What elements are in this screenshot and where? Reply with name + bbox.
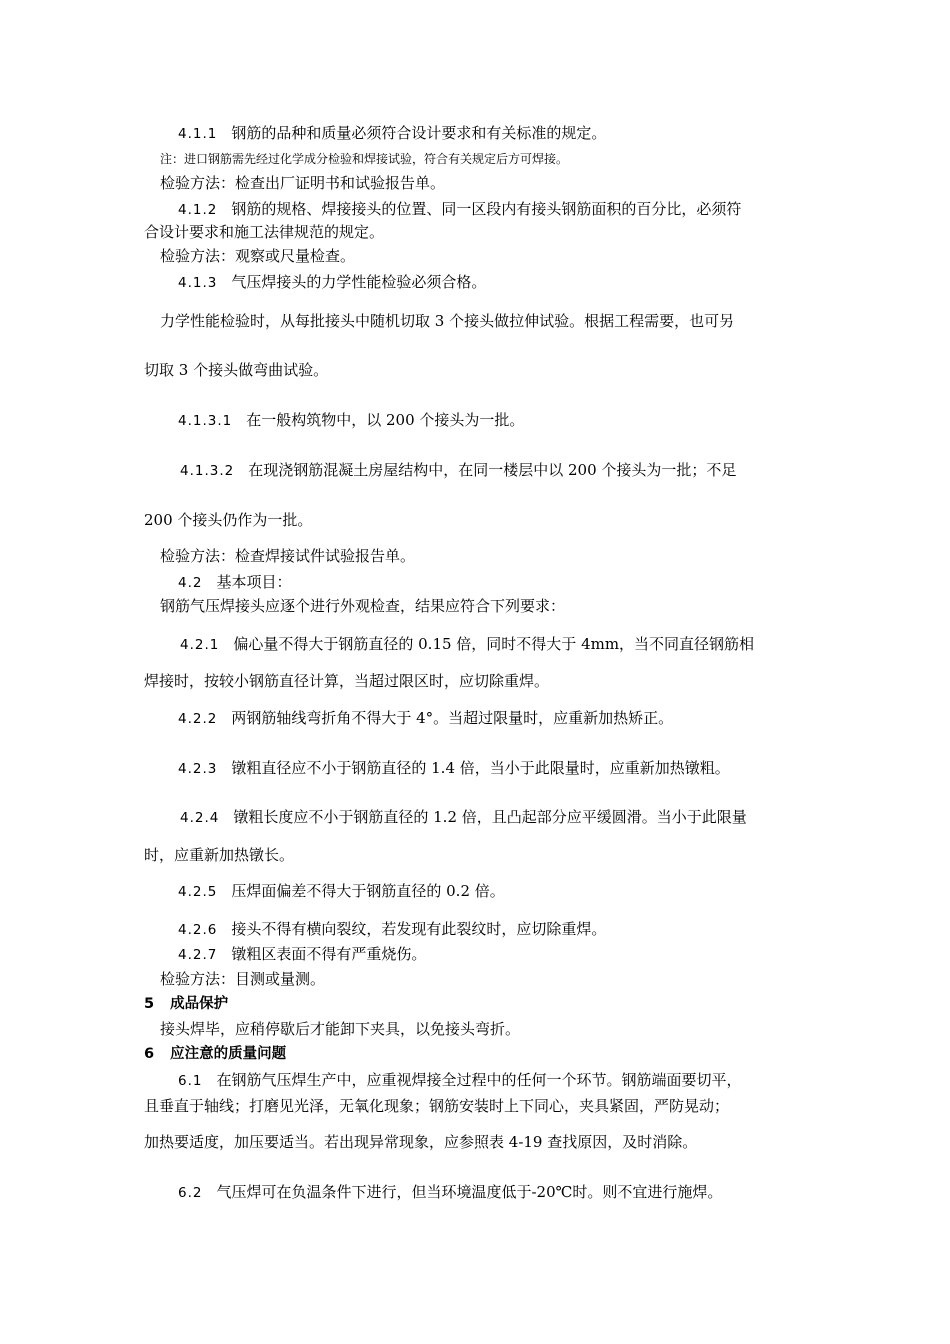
clause-number: 4.2 — [178, 575, 203, 591]
clause-number: 4.2.3 — [178, 761, 218, 777]
clause-4-2-6 — [178, 919, 606, 940]
clause-4-1-3-1 — [178, 410, 524, 431]
clause-4-2-3 — [178, 758, 730, 779]
clause-text: 钢筋的规格、焊接接头的位置、同一区段内有接头钢筋面积的百分比，必须符 — [231, 200, 742, 218]
clause-4-2-2 — [178, 708, 673, 729]
clause-4-1-2 — [178, 199, 741, 220]
clause-text: 钢筋的品种和质量必须符合设计要求和有关标准的规定。 — [231, 124, 607, 142]
clause-text: 基本项目： — [216, 573, 292, 591]
clause-number: 6.2 — [178, 1185, 203, 1201]
clause-text: 接头不得有横向裂纹，若发现有此裂纹时，应切除重焊。 — [231, 920, 607, 938]
clause-4-1-3-2-cont: 200 个接头仍作为一批。 — [144, 511, 313, 529]
clause-text: 在一般构筑物中，以 200 个接头为一批。 — [246, 411, 525, 429]
section-number: 5 — [144, 996, 155, 1012]
clause-number: 6.1 — [178, 1073, 203, 1089]
clause-number: 4.2.7 — [178, 947, 218, 963]
clause-6-1 — [178, 1070, 742, 1091]
clause-number: 4.2.4 — [180, 810, 220, 826]
clause-text: 镦粗直径应不小于钢筋直径的 1.4 倍，当小于此限量时，应重新加热镦粗。 — [231, 759, 730, 777]
clause-text: 两钢筋轴线弯折角不得大于 4°。当超过限量时，应重新加热矫正。 — [231, 709, 674, 727]
clause-text: 镦粗长度应不小于钢筋直径的 1.2 倍，且凸起部分应平缓圆滑。当小于此限量 — [233, 808, 747, 826]
section-title: 成品保护 — [170, 996, 229, 1012]
clause-number: 4.1.3.1 — [178, 413, 233, 429]
clause-number: 4.2.1 — [180, 637, 220, 653]
clause-text: 偏心量不得大于钢筋直径的 0.15 倍，同时不得大于 4mm，当不同直径钢筋相 — [233, 635, 755, 653]
clause-text: 压焊面偏差不得大于钢筋直径的 0.2 倍。 — [231, 882, 505, 900]
clause-4-1-2-cont: 合设计要求和施工法律规范的规定。 — [144, 223, 385, 241]
clause-4-1-1 — [178, 123, 606, 144]
clause-text: 气压焊可在负温条件下进行，但当环境温度低于-20℃时。则不宜进行施焊。 — [216, 1183, 723, 1201]
inspection-method-4: 检验方法：目测或量测。 — [160, 970, 326, 988]
clause-number: 4.2.2 — [178, 711, 218, 727]
note-imported-steel: 注：进口钢筋需先经过化学成分检验和焊接试验，符合有关规定后方可焊接。 — [160, 152, 569, 166]
clause-number: 4.2.6 — [178, 922, 218, 938]
clause-number: 4.2.5 — [178, 884, 218, 900]
inspection-method-3: 检验方法：检查焊接试件试验报告单。 — [160, 547, 416, 565]
clause-4-2-1-cont: 焊接时，按较小钢筋直径计算，当超过限区时，应切除重焊。 — [144, 672, 550, 690]
section-heading-5 — [144, 994, 228, 1014]
clause-4-2-4-cont: 时，应重新加热镦长。 — [144, 846, 295, 864]
clause-4-1-3-2 — [180, 460, 736, 481]
clause-text: 在钢筋气压焊生产中，应重视焊接全过程中的任何一个环节。钢筋端面要切平， — [216, 1071, 742, 1089]
clause-4-2-7 — [178, 944, 426, 965]
paragraph-product-protection: 接头焊毕，应稍停歇后才能卸下夹具，以免接头弯折。 — [160, 1020, 521, 1038]
clause-6-1-cont-2: 加热要适度，加压要适当。若出现异常现象，应参照表 4-19 查找原因，及时消除。 — [144, 1133, 698, 1151]
inspection-method-2: 检验方法：观察或尺量检查。 — [160, 247, 356, 265]
section-title: 应注意的质量问题 — [170, 1046, 287, 1062]
paragraph-appearance-check: 钢筋气压焊接头应逐个进行外观检查，结果应符合下列要求： — [160, 597, 566, 615]
clause-number: 4.1.2 — [178, 202, 218, 218]
paragraph-mechanical-test-cont: 切取 3 个接头做弯曲试验。 — [144, 361, 329, 379]
clause-number: 4.1.3 — [178, 275, 218, 291]
inspection-method-1: 检验方法：检查出厂证明书和试验报告单。 — [160, 174, 446, 192]
paragraph-mechanical-test: 力学性能检验时，从每批接头中随机切取 3 个接头做拉伸试验。根据工程需要，也可另 — [160, 312, 735, 330]
section-heading-6 — [144, 1044, 286, 1064]
clause-6-1-cont-1: 且垂直于轴线；打磨见光泽，无氧化现象；钢筋安装时上下同心，夹具紧固，严防晃动； — [144, 1097, 730, 1115]
clause-4-2-5 — [178, 881, 505, 902]
clause-4-2-4 — [180, 807, 747, 828]
clause-number: 4.1.1 — [178, 126, 218, 142]
clause-4-1-3 — [178, 272, 486, 293]
clause-6-2 — [178, 1182, 722, 1203]
section-number: 6 — [144, 1046, 155, 1062]
clause-4-2-1 — [180, 634, 754, 655]
clause-text: 镦粗区表面不得有严重烧伤。 — [231, 945, 427, 963]
clause-text: 气压焊接头的力学性能检验必须合格。 — [231, 273, 487, 291]
clause-4-2 — [178, 572, 292, 593]
clause-text: 在现浇钢筋混凝土房屋结构中，在同一楼层中以 200 个接头为一批；不足 — [248, 461, 737, 479]
clause-number: 4.1.3.2 — [180, 463, 235, 479]
